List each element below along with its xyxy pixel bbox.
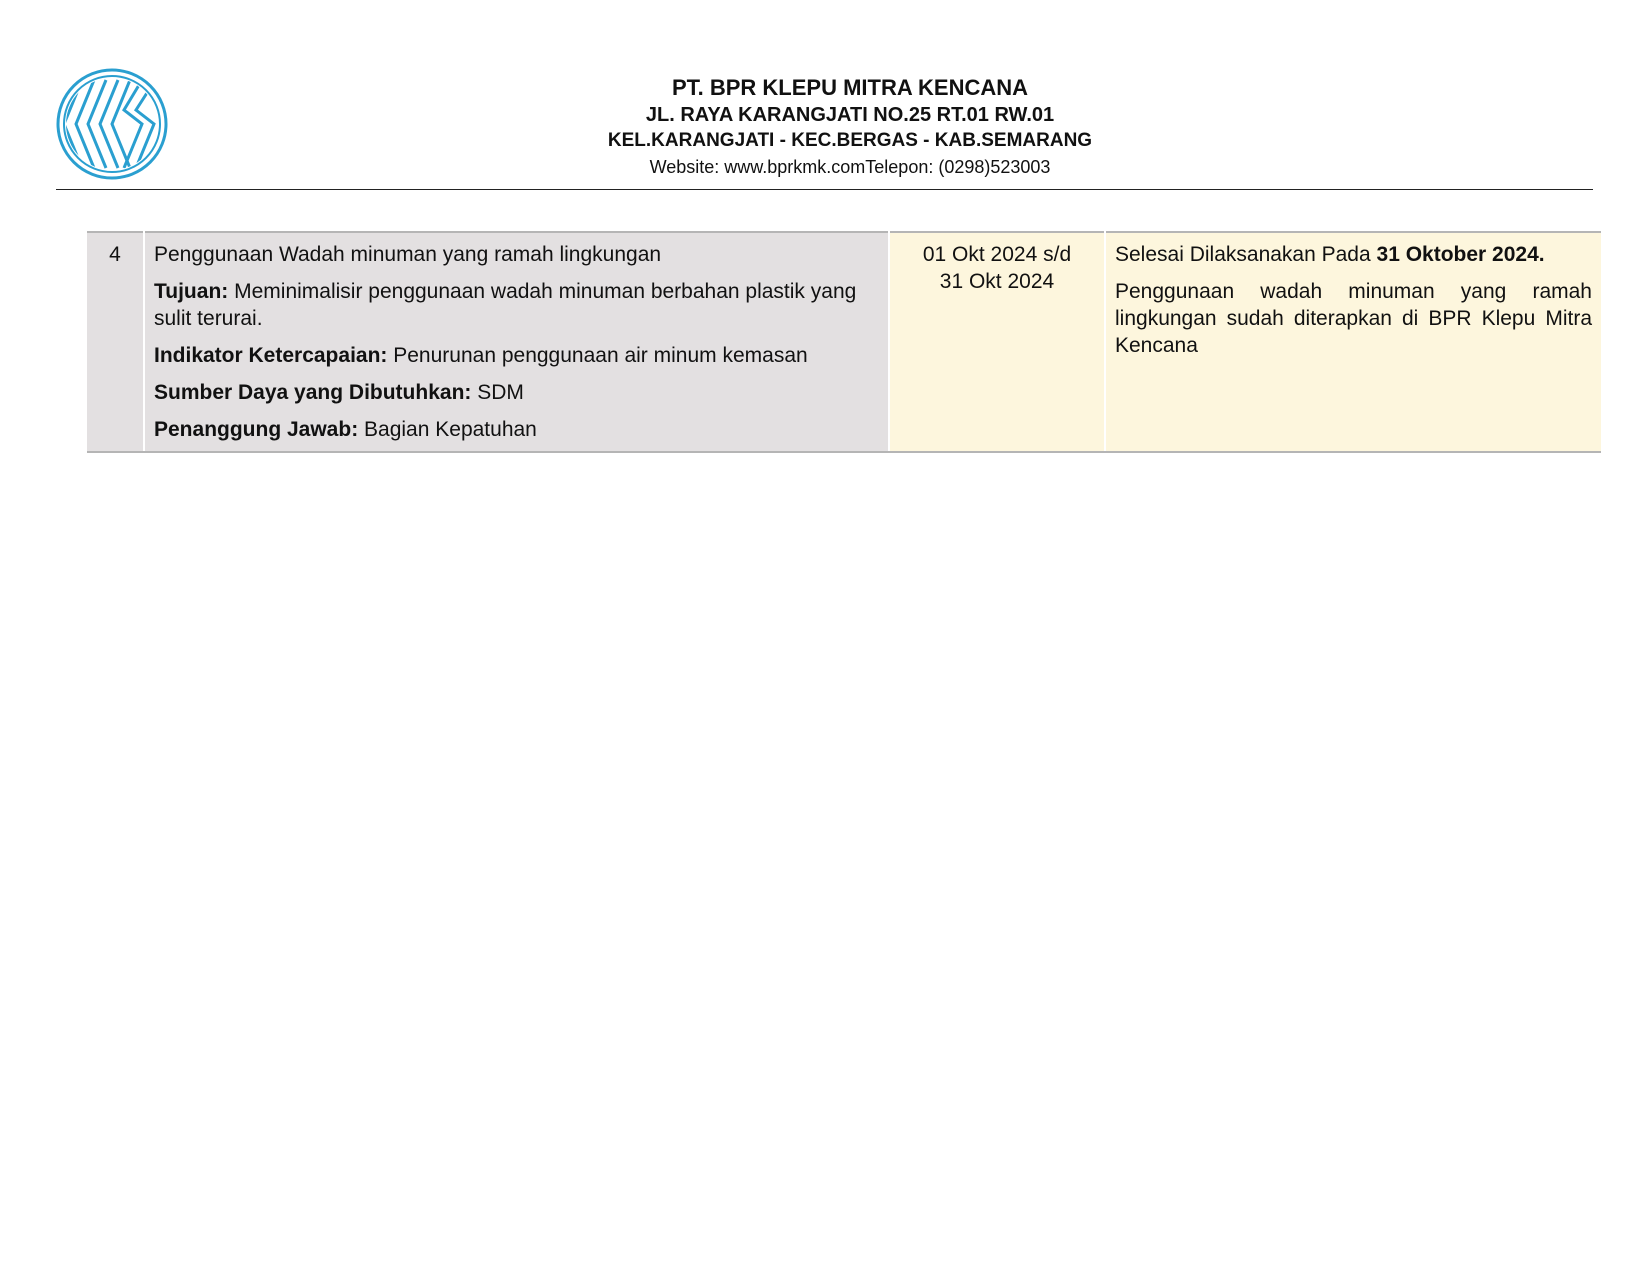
table-row	[87, 232, 1601, 452]
status-note: Penggunaan wadah minuman yang ramah lingkungan sudah diterapkan di BPR Klepu Mitra Kencana	[1115, 280, 1592, 357]
goal-text: Meminimalisir penggunaan wadah minuman berbahan plastik yang sulit terurai.	[154, 280, 857, 330]
status-date: 31 Oktober 2024.	[1376, 243, 1545, 266]
status-paragraph	[1115, 241, 1592, 268]
header-divider	[56, 189, 1593, 190]
responsible-label: Penanggung Jawab:	[154, 418, 359, 441]
bpr-kmk-logo-icon	[56, 68, 168, 180]
contact-line: Website: www.bprkmk.comTelepon: (0298)523003	[649, 157, 1051, 177]
address-line-1: JL. RAYA KARANGJATI NO.25 RT.01 RW.01	[645, 104, 1055, 126]
activity-title: Penggunaan Wadah minuman yang ramah lingkungan	[154, 243, 662, 266]
goal-label: Tujuan:	[154, 280, 229, 303]
indicator-text: Penurunan penggunaan air minum kemasan	[393, 344, 808, 367]
indicator-paragraph	[154, 342, 879, 369]
period-end: 31 Okt 2024	[939, 270, 1055, 293]
goal-paragraph	[154, 278, 879, 332]
row-number: 4	[87, 232, 144, 452]
activity-description-cell	[144, 232, 889, 452]
status-prefix: Selesai Dilaksanakan Pada	[1115, 243, 1371, 266]
responsible-paragraph	[154, 416, 879, 443]
company-name: PT. BPR KLEPU MITRA KENCANA	[671, 75, 1029, 100]
letterhead	[400, 74, 1300, 180]
responsible-text: Bagian Kepatuhan	[364, 418, 537, 441]
status-cell	[1105, 232, 1601, 452]
period-start: 01 Okt 2024 s/d	[922, 243, 1072, 266]
program-table	[87, 231, 1601, 453]
resources-text: SDM	[477, 381, 524, 404]
resources-paragraph	[154, 379, 879, 406]
resources-label: Sumber Daya yang Dibutuhkan:	[154, 381, 472, 404]
period-cell	[889, 232, 1105, 452]
address-line-2: KEL.KARANGJATI - KEC.BERGAS - KAB.SEMARANG	[607, 130, 1093, 151]
indicator-label: Indikator Ketercapaian:	[154, 344, 388, 367]
